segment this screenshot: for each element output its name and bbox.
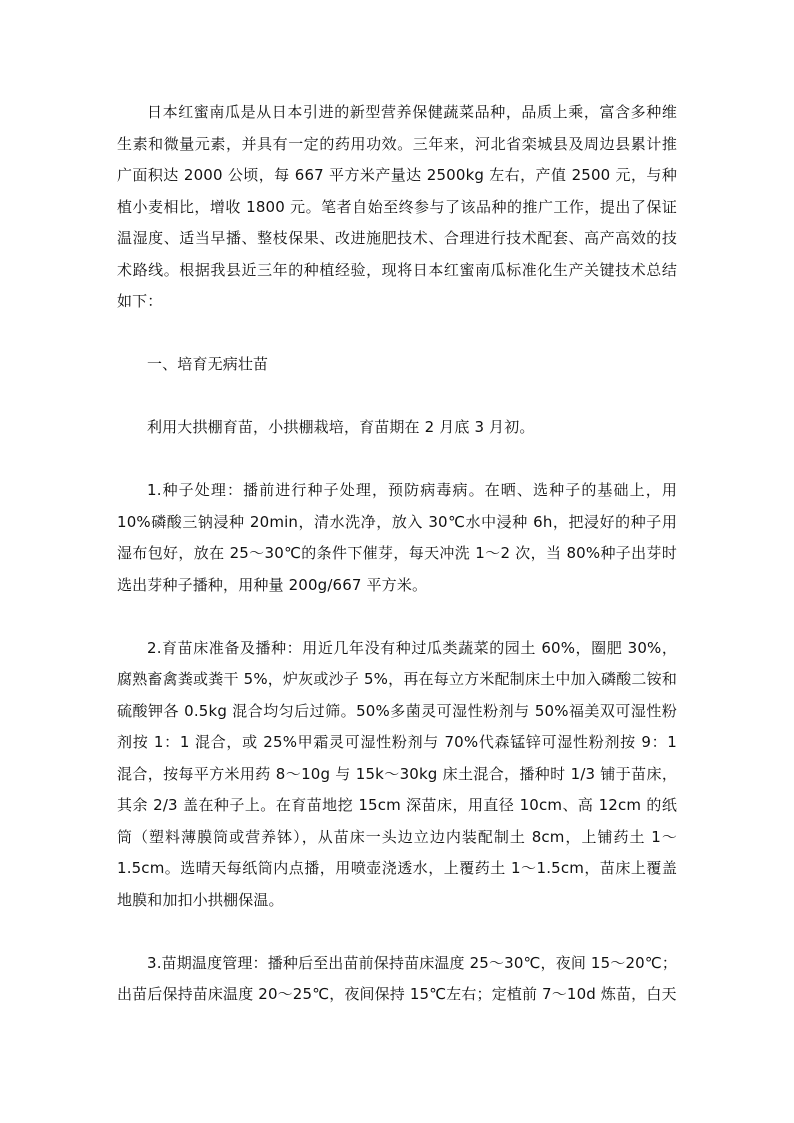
seedbed-preparation-paragraph: 2.育苗床准备及播种：用近几年没有种过瓜类蔬菜的园土 60%，圈肥 30%，腐熟畜禽粪或粪干 5%，炉灰或沙子 5%，再在每立方米配制床土中加入磷酸二铵和硫酸钾各 0.5kg 混合均匀后过筛。50%多菌灵可湿性粉剂与 50%福美双可湿性粉剂按 1：1 混合，或 25%甲霜灵可湿性粉剂与 70%代森锰锌可湿性粉剂按 9：1 混合，按每平方米用药 8～10g 与 15k～30kg 床土混合，播种时 1/3 铺于苗床，其余 2/3 盖在种子上。在育苗地挖 15cm 深苗床，用直径 10cm、高 12cm 的纸筒（塑料薄膜筒或营养钵），从苗床一头边立边内装配制土 8cm，上铺药土 1～1.5cm。选晴天每纸筒内点播，用喷壶浇透水，上覆药土 1～1.5cm，苗床上覆盖地膜和加扣小拱棚保温。: [117, 638, 677, 909]
seed-treatment-paragraph: 1.种子处理：播前进行种子处理，预防病毒病。在晒、选种子的基础上，用 10%磷酸三钠浸种 20min，清水洗净，放入 30℃水中浸种 6h，把浸好的种子用湿布包好，放在 25～30℃的条件下催芽，每天冲洗 1～2 次，当 80%种子出芽时选出芽种子播种，用种量 200g/667 平方米。: [117, 481, 677, 594]
temperature-management-paragraph: 3.苗期温度管理：播种后至出苗前保持苗床温度 25～30℃，夜间 15～20℃；出苗后保持苗床温度 20～25℃，夜间保持 15℃左右；定植前 7～10d 炼苗，白天: [117, 953, 677, 1003]
paragraph-spacer: [117, 381, 677, 413]
document-body: [117, 97, 677, 1011]
section-heading: 一、培育无病壮苗: [147, 355, 269, 373]
paragraph-spacer: [117, 318, 677, 350]
paragraph-spacer: [117, 916, 677, 948]
paragraph-spacer: [117, 601, 677, 633]
seedling-overview-paragraph: 利用大拱棚育苗，小拱棚栽培，育苗期在 2 月底 3 月初。: [147, 418, 535, 436]
intro-paragraph: 日本红蜜南瓜是从日本引进的新型营养保健蔬菜品种，品质上乘，富含多种维生素和微量元素，并具有一定的药用功效。三年来，河北省栾城县及周边县累计推广面积达 2000 公顷，每 667 平方米产量达 2500kg 左右，产值 2500 元，与种植小麦相比，增收 1800 元。笔者自始至终参与了该品种的推广工作，提出了保证温湿度、适当早播、整枝保果、改进施肥技术、合理进行技术配套、高产高效的技术路线。根据我县近三年的种植经验，现将日本红蜜南瓜标准化生产关键技术总结如下：: [117, 103, 677, 310]
paragraph-spacer: [117, 444, 677, 476]
